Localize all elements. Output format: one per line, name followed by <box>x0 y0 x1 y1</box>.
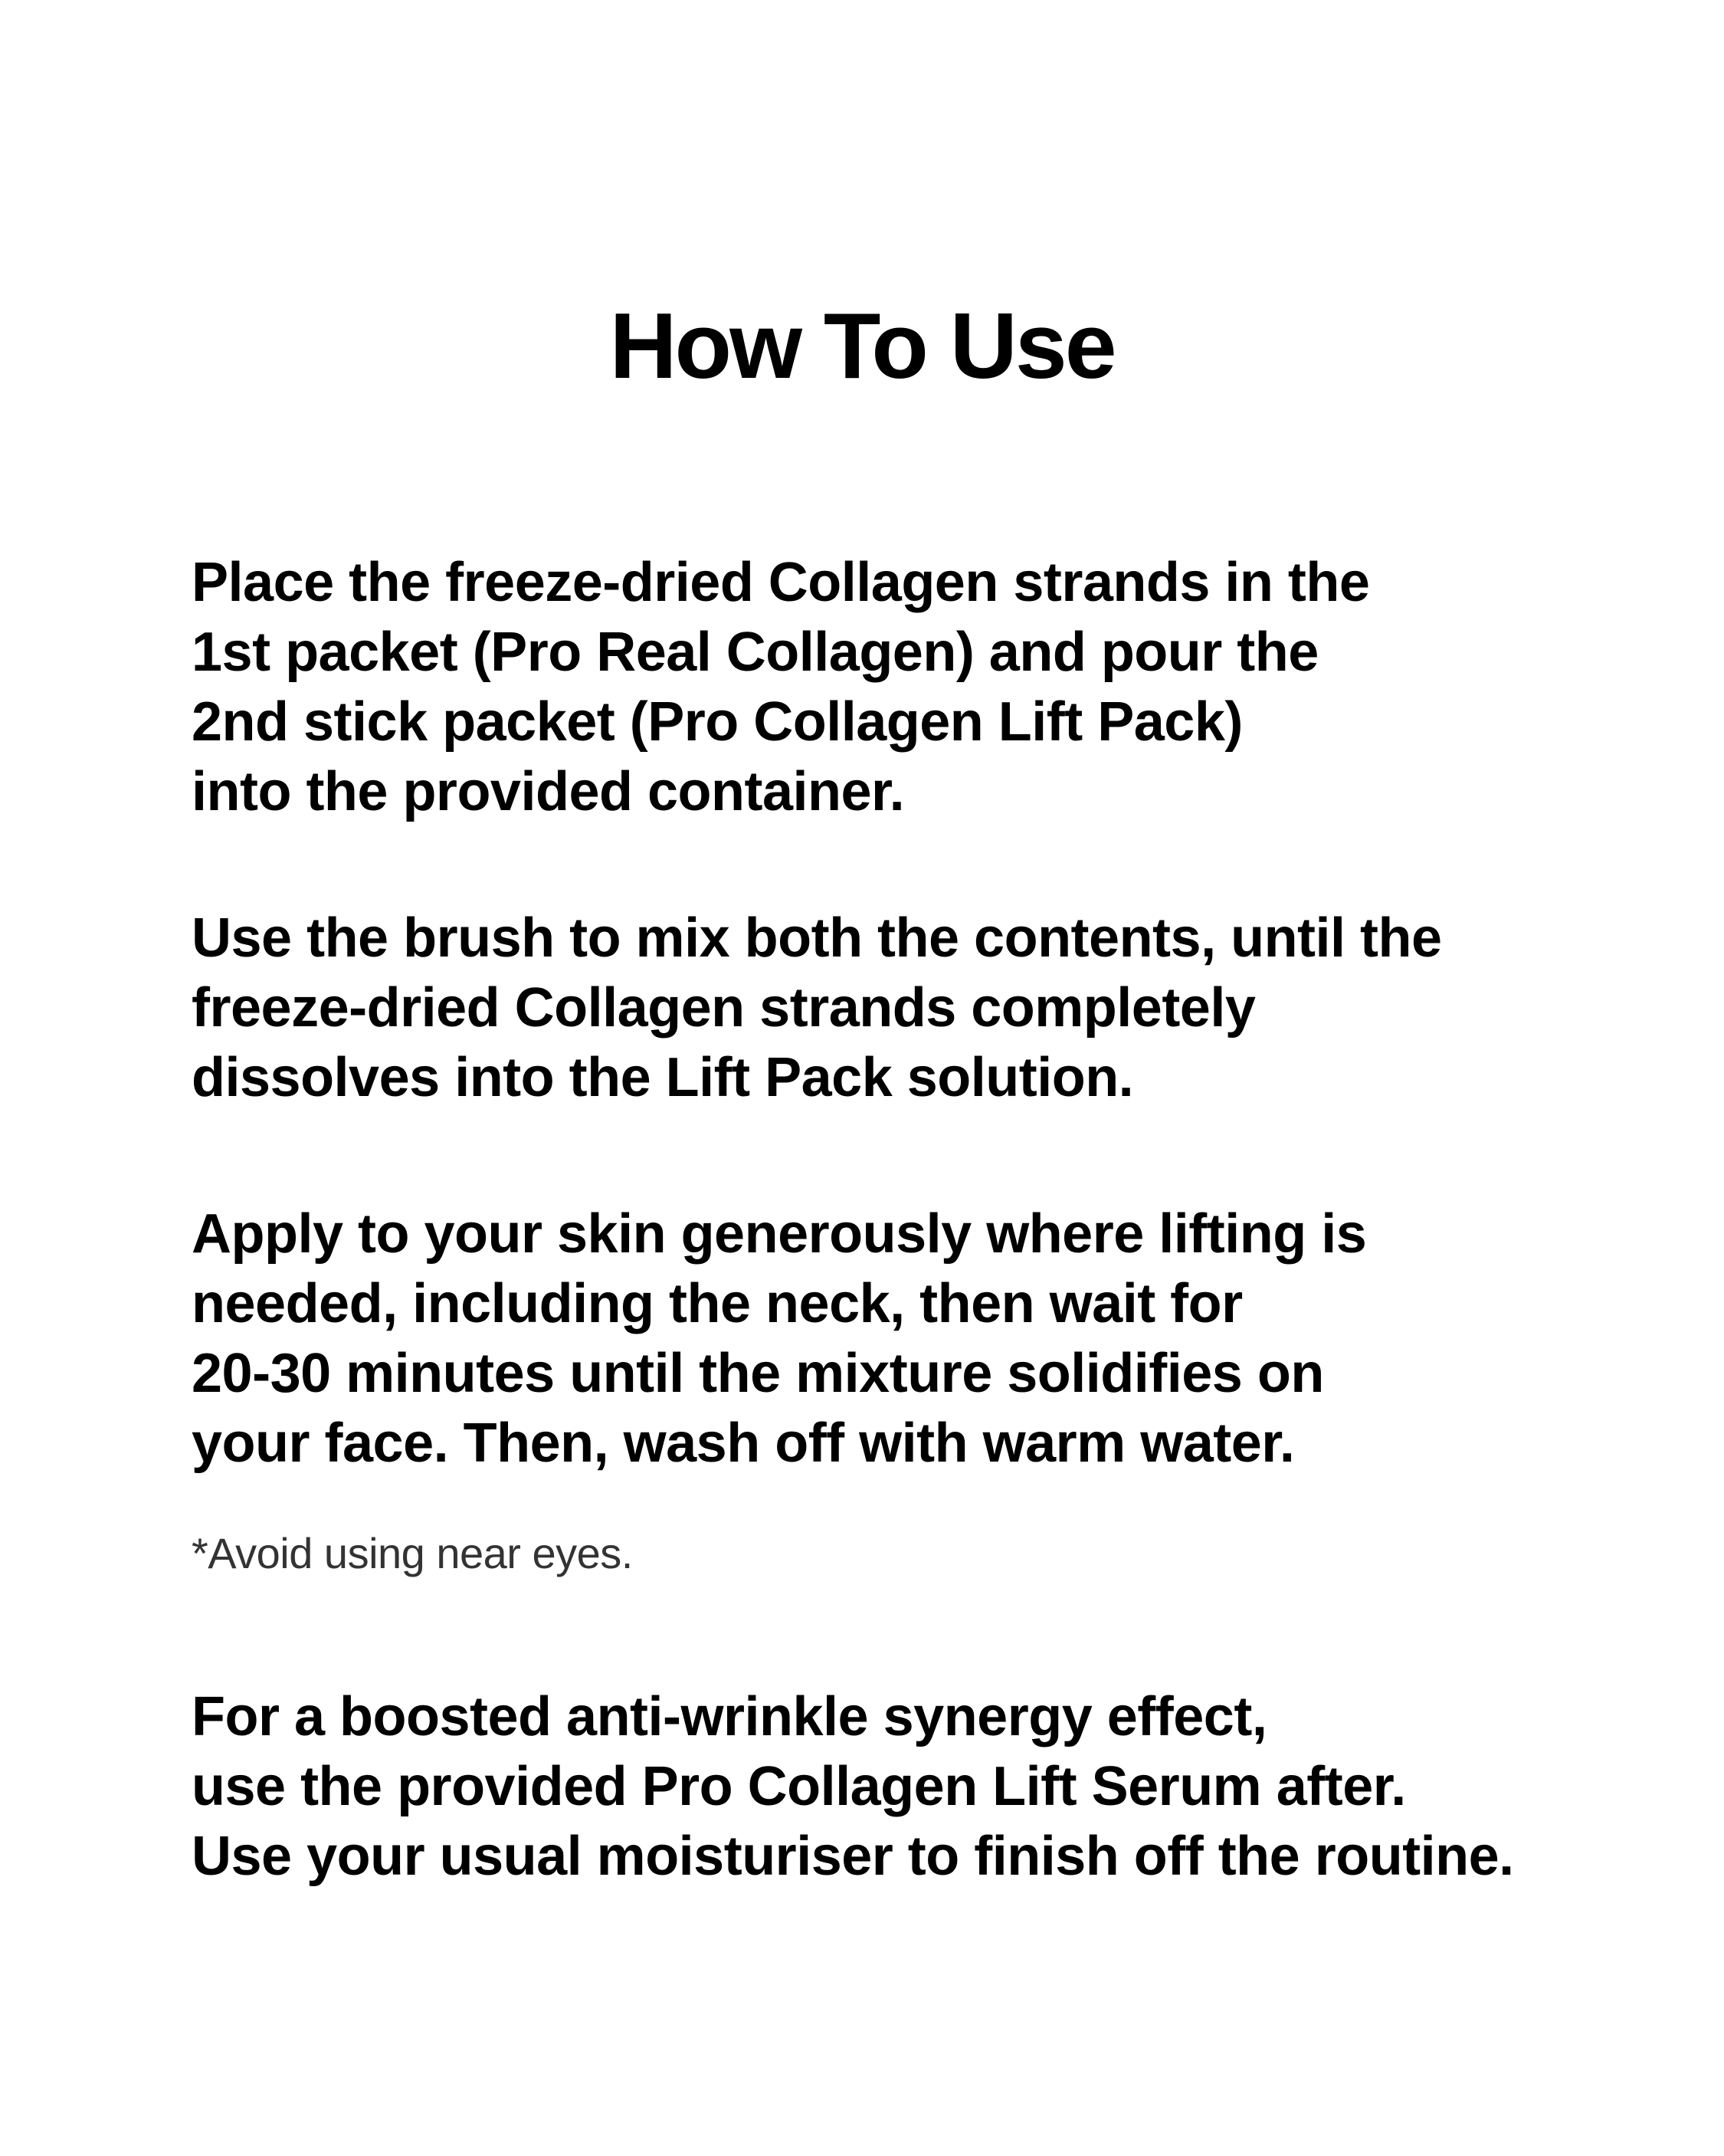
step-4-paragraph <box>192 1682 1514 1892</box>
step-3-line-3: 20-30 minutes until the mixture solidifies on <box>192 1343 1324 1404</box>
step-1-line-4: into the provided container. <box>192 761 905 822</box>
step-3-line-1: Apply to your skin generously where lifting is <box>192 1203 1367 1265</box>
step-2-line-1: Use the brush to mix both the contents, until the <box>192 907 1442 969</box>
step-3-paragraph <box>192 1199 1366 1478</box>
step-4-line-3: Use your usual moisturiser to finish off the routine. <box>192 1826 1514 1887</box>
caution-note: *Avoid using near eyes. <box>192 1529 633 1577</box>
step-1-line-2: 1st packet (Pro Real Collagen) and pour the <box>192 622 1319 683</box>
step-4-line-2: use the provided Pro Collagen Lift Serum after. <box>192 1756 1406 1817</box>
step-2-paragraph <box>192 904 1442 1113</box>
step-4-line-1: For a boosted anti-wrinkle synergy effect, <box>192 1686 1267 1747</box>
step-2-line-3: dissolves into the Lift Pack solution. <box>192 1047 1134 1108</box>
step-3-line-2: needed, including the neck, then wait for <box>192 1273 1243 1334</box>
page-title: How To Use <box>609 294 1115 398</box>
step-1-line-1: Place the freeze-dried Collagen strands in the <box>192 552 1370 613</box>
step-3-line-4: your face. Then, wash off with warm water. <box>192 1413 1295 1474</box>
step-1-line-3: 2nd stick packet (Pro Collagen Lift Pack) <box>192 691 1243 753</box>
step-1-paragraph <box>192 548 1369 827</box>
step-2-line-2: freeze-dried Collagen strands completely <box>192 977 1256 1039</box>
